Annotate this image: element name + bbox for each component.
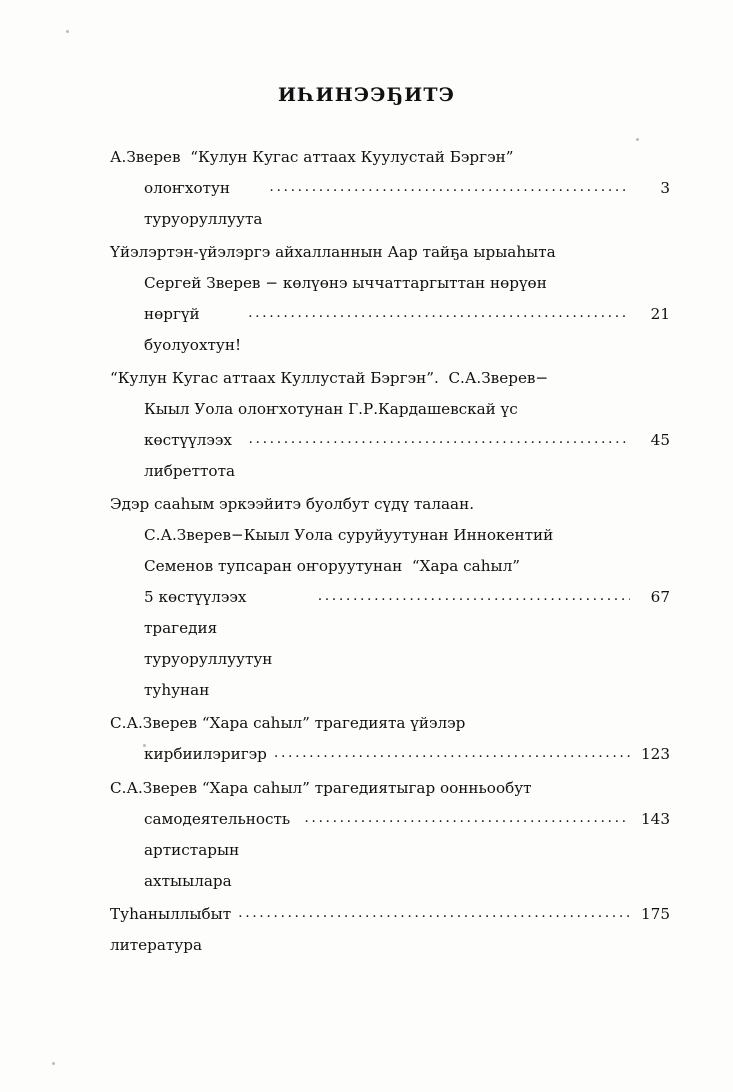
paper-speck — [52, 1062, 55, 1065]
toc-entry-text: С.А.Зверев−Кыыл Уола суруйуутунан Иннокентий — [144, 526, 554, 544]
toc-leader-dots — [274, 738, 630, 769]
toc-entry-text: С.А.Зверев “Хара саһыл” трагедията үйэлэр — [110, 714, 466, 732]
toc-entry-text: Туһаныллыбыт литература — [110, 905, 236, 954]
toc-entry-line — [110, 708, 670, 739]
toc-entry-text: Сергей Зверев − көлүөнэ ыччаттаргыттан нөрүөн — [144, 274, 547, 292]
toc-entry-text: А.Зверев “Кулун Кугас аттаах Куулустай Бэргэн” — [110, 148, 514, 166]
toc-page-number: 21 — [650, 305, 670, 323]
toc-entry-text: С.А.Зверев “Хара саһыл” трагедиятыгар оонньообут — [110, 779, 532, 797]
toc-entry-line — [110, 804, 670, 897]
toc-entry[interactable] — [110, 773, 670, 897]
toc-entry[interactable] — [110, 489, 670, 706]
toc-entry[interactable] — [110, 142, 670, 235]
toc-entry-text: көстүүлээх либреттота — [144, 431, 237, 480]
toc-entry[interactable] — [110, 363, 670, 487]
toc-entry-text: нөргүй буолуохтун! — [144, 305, 242, 354]
toc-page-number: 175 — [641, 905, 670, 923]
toc-entry-text: 5 көстүүлээх трагедия туруоруллуутун туһунан — [144, 588, 278, 699]
toc-leader-dots — [318, 581, 630, 612]
toc-entry[interactable] — [110, 237, 670, 361]
toc-leader-dots — [238, 898, 630, 929]
toc-entry-line — [110, 899, 670, 961]
toc-entry-line — [110, 425, 670, 487]
toc-page-number: 143 — [641, 810, 670, 828]
toc-entry-text: Семенов тупсаран оҥоруутунан “Хара саһыл” — [144, 557, 520, 575]
toc-entry-line — [110, 520, 670, 551]
toc-entry[interactable] — [110, 899, 670, 961]
toc-entry-line — [110, 551, 670, 582]
toc-page-number: 123 — [641, 745, 670, 763]
toc-entry-line — [110, 739, 670, 771]
table-of-contents — [110, 142, 670, 963]
toc-page-number: 67 — [650, 588, 670, 606]
paper-speck — [636, 138, 639, 141]
toc-page-number: 3 — [660, 179, 670, 197]
toc-entry-text: Кыыл Уола олоҥхотунан Г.Р.Кардашевскай үс — [144, 400, 518, 418]
toc-entry-line — [110, 363, 670, 394]
toc-entry-text: “Кулун Кугас аттаах Куллустай Бэргэн”. С.А.Зверев− — [110, 369, 549, 387]
toc-entry-line — [110, 173, 670, 235]
toc-entry-text: самодеятельность артистарын ахтыылара — [144, 810, 296, 890]
toc-entry-line — [110, 142, 670, 173]
toc-entry-line — [110, 268, 670, 299]
toc-leader-dots — [269, 172, 630, 203]
toc-leader-dots — [304, 803, 630, 834]
toc-entry-text: кирбиилэригэр — [144, 745, 267, 763]
paper-speck — [66, 30, 69, 33]
toc-entry-text: Эдэр сааһым эркээйитэ буолбут сүдү талаан. — [110, 495, 475, 513]
toc-entry-line — [110, 582, 670, 706]
toc-entry-line — [110, 237, 670, 268]
toc-page-number: 45 — [650, 431, 670, 449]
toc-entry-line — [110, 489, 670, 520]
toc-entry-line — [110, 394, 670, 425]
toc-leader-dots — [249, 424, 631, 455]
toc-leader-dots — [248, 298, 630, 329]
toc-entry-line — [110, 773, 670, 804]
toc-entry-line — [110, 299, 670, 361]
page-title: ИҺИНЭЭҔИТЭ — [277, 84, 456, 106]
toc-entry[interactable] — [110, 708, 670, 771]
toc-entry-text: Үйэлэртэн-үйэлэргэ айхалланнын Аар тайҕа ырыаһыта — [110, 243, 556, 261]
toc-entry-text: олоҥхотун туруоруллуута — [144, 179, 263, 228]
